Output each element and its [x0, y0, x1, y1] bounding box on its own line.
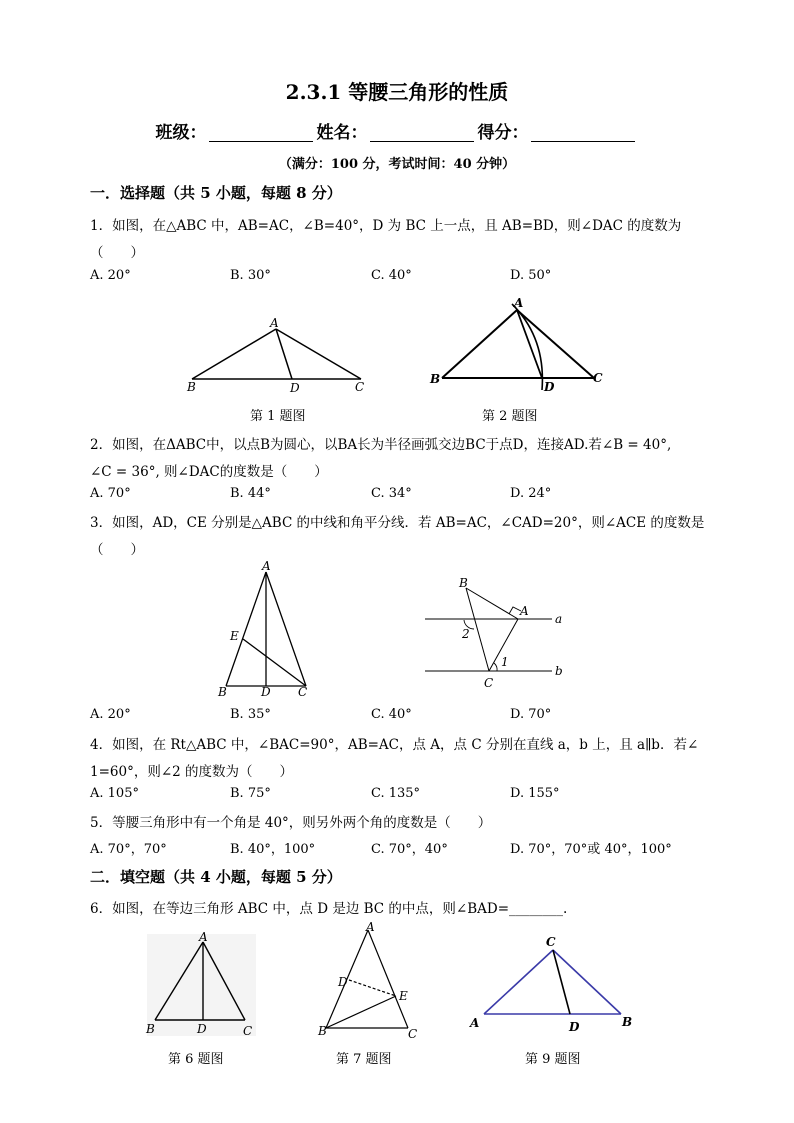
page-title: 2.3.1 等腰三角形的性质 [285, 80, 509, 104]
fig4-label-line-b: b [555, 664, 563, 678]
fig7-caption: 第 7 题图 [336, 1052, 392, 1067]
q5-option-a[interactable]: A. 70°，70° [90, 842, 167, 857]
q1-option-b[interactable]: B. 30° [230, 268, 271, 283]
figure-4 [420, 572, 580, 692]
q3-option-c[interactable]: C. 40° [371, 707, 412, 722]
fig9-label-c: C [546, 935, 556, 949]
fig6-label-a: A [199, 930, 208, 944]
fig1-label-d: D [290, 381, 300, 395]
name-blank[interactable] [370, 123, 474, 142]
fig7-label-d: D [338, 975, 348, 989]
q6-text: 6．如图，在等边三角形 ABC 中，点 D 是边 BC 的中点，则∠BAD=________. [90, 901, 568, 917]
fig3-label-b: B [218, 685, 227, 699]
fig2-label-d: D [544, 380, 555, 394]
fig3-label-c: C [298, 685, 308, 699]
figure-2 [428, 298, 618, 393]
fig9-label-b: B [622, 1015, 633, 1029]
q1-text-cont: （ ） [90, 245, 144, 261]
q2-text-cont: ∠C = 36°, 则∠DAC的度数是（ ） [90, 464, 328, 480]
fig3-label-d: D [261, 685, 271, 699]
fig7-label-e: E [399, 989, 408, 1003]
score-label: 得分： [477, 123, 529, 143]
section-1-heading: 一．选择题（共 5 小题，每题 8 分） [90, 184, 342, 202]
fig4-angle-2: 2 [462, 627, 470, 641]
fig2-label-c: C [593, 371, 603, 385]
fig1-label-b: B [187, 380, 196, 394]
q3-option-d[interactable]: D. 70° [510, 707, 552, 722]
score-blank[interactable] [531, 123, 635, 142]
fig7-label-c: C [408, 1027, 418, 1041]
q5-option-c[interactable]: C. 70°，40° [371, 842, 448, 857]
q4-text-cont: 1=60°，则∠2 的度数为（ ） [90, 764, 294, 780]
q2-option-d[interactable]: D. 24° [510, 486, 552, 501]
q3-text: 3．如图，AD，CE 分别是△ABC 的中线和角平分线．若 AB=AC，∠CAD=20°，则∠ACE 的度数是 [90, 515, 705, 531]
q3-option-b[interactable]: B. 35° [230, 707, 271, 722]
q4-option-c[interactable]: C. 135° [371, 786, 421, 801]
class-label: 班级： [155, 123, 207, 143]
fig2-label-a: A [514, 296, 524, 310]
q4-option-a[interactable]: A. 105° [90, 786, 139, 801]
q1-text: 1．如图，在△ABC 中，AB=AC，∠B=40°，D 为 BC 上一点，且 AB=BD，则∠DAC 的度数为 [90, 218, 682, 234]
q4-text: 4．如图，在 Rt△ABC 中，∠BAC=90°，AB=AC，点 A，点 C 分别在直线 a，b 上，且 a∥b．若∠ [90, 737, 699, 753]
fig3-label-a: A [262, 559, 271, 573]
fig1-label-a: A [270, 316, 279, 330]
name-label: 姓名： [316, 123, 368, 143]
student-info-line [0, 118, 794, 143]
class-blank[interactable] [209, 123, 313, 142]
fig1-caption: 第 1 题图 [250, 409, 306, 424]
fig7-label-a: A [366, 920, 375, 934]
fig4-label-c: C [484, 676, 494, 690]
fig6-label-d: D [197, 1022, 207, 1036]
q1-option-d[interactable]: D. 50° [510, 268, 552, 283]
section-2-heading: 二．填空题（共 4 小题，每题 5 分） [90, 868, 342, 886]
figure-6 [140, 928, 265, 1038]
fig4-label-a: A [520, 604, 529, 618]
fig3-label-e: E [230, 629, 239, 643]
fig6-label-c: C [243, 1024, 253, 1038]
fig9-label-d: D [569, 1020, 580, 1034]
fig1-label-c: C [355, 380, 365, 394]
fig4-label-line-a: a [555, 612, 563, 626]
fig6-caption: 第 6 题图 [168, 1052, 224, 1067]
figure-3 [212, 560, 322, 700]
q2-option-a[interactable]: A. 70° [90, 486, 131, 501]
figure-1 [180, 315, 380, 395]
q3-option-a[interactable]: A. 20° [90, 707, 131, 722]
q2-text: 2．如图，在ΔABC中，以点B为圆心，以BA长为半径画弧交边BC于点D，连接AD.若∠B = 40°, [90, 437, 672, 453]
exam-info: （满分：100 分，考试时间：40 分钟） [278, 157, 516, 172]
figure-9 [466, 930, 641, 1035]
fig4-angle-1: 1 [501, 655, 509, 669]
q2-option-c[interactable]: C. 34° [371, 486, 412, 501]
q1-option-c[interactable]: C. 40° [371, 268, 412, 283]
q1-option-a[interactable]: A. 20° [90, 268, 131, 283]
fig2-label-b: B [430, 372, 441, 386]
fig9-label-a: A [470, 1016, 480, 1030]
q4-option-d[interactable]: D. 155° [510, 786, 560, 801]
q5-option-b[interactable]: B. 40°，100° [230, 842, 316, 857]
q4-option-b[interactable]: B. 75° [230, 786, 271, 801]
q5-text: 5．等腰三角形中有一个角是 40°，则另外两个角的度数是（ ） [90, 815, 492, 831]
fig6-label-b: B [146, 1022, 155, 1036]
fig9-caption: 第 9 题图 [525, 1052, 581, 1067]
fig4-label-b: B [459, 576, 468, 590]
figure-7 [310, 922, 425, 1042]
q3-text-cont: （ ） [90, 542, 144, 558]
q2-option-b[interactable]: B. 44° [230, 486, 271, 501]
q5-option-d[interactable]: D. 70°，70°或 40°，100° [510, 842, 672, 857]
fig2-caption: 第 2 题图 [482, 409, 538, 424]
fig7-label-b: B [318, 1024, 327, 1038]
